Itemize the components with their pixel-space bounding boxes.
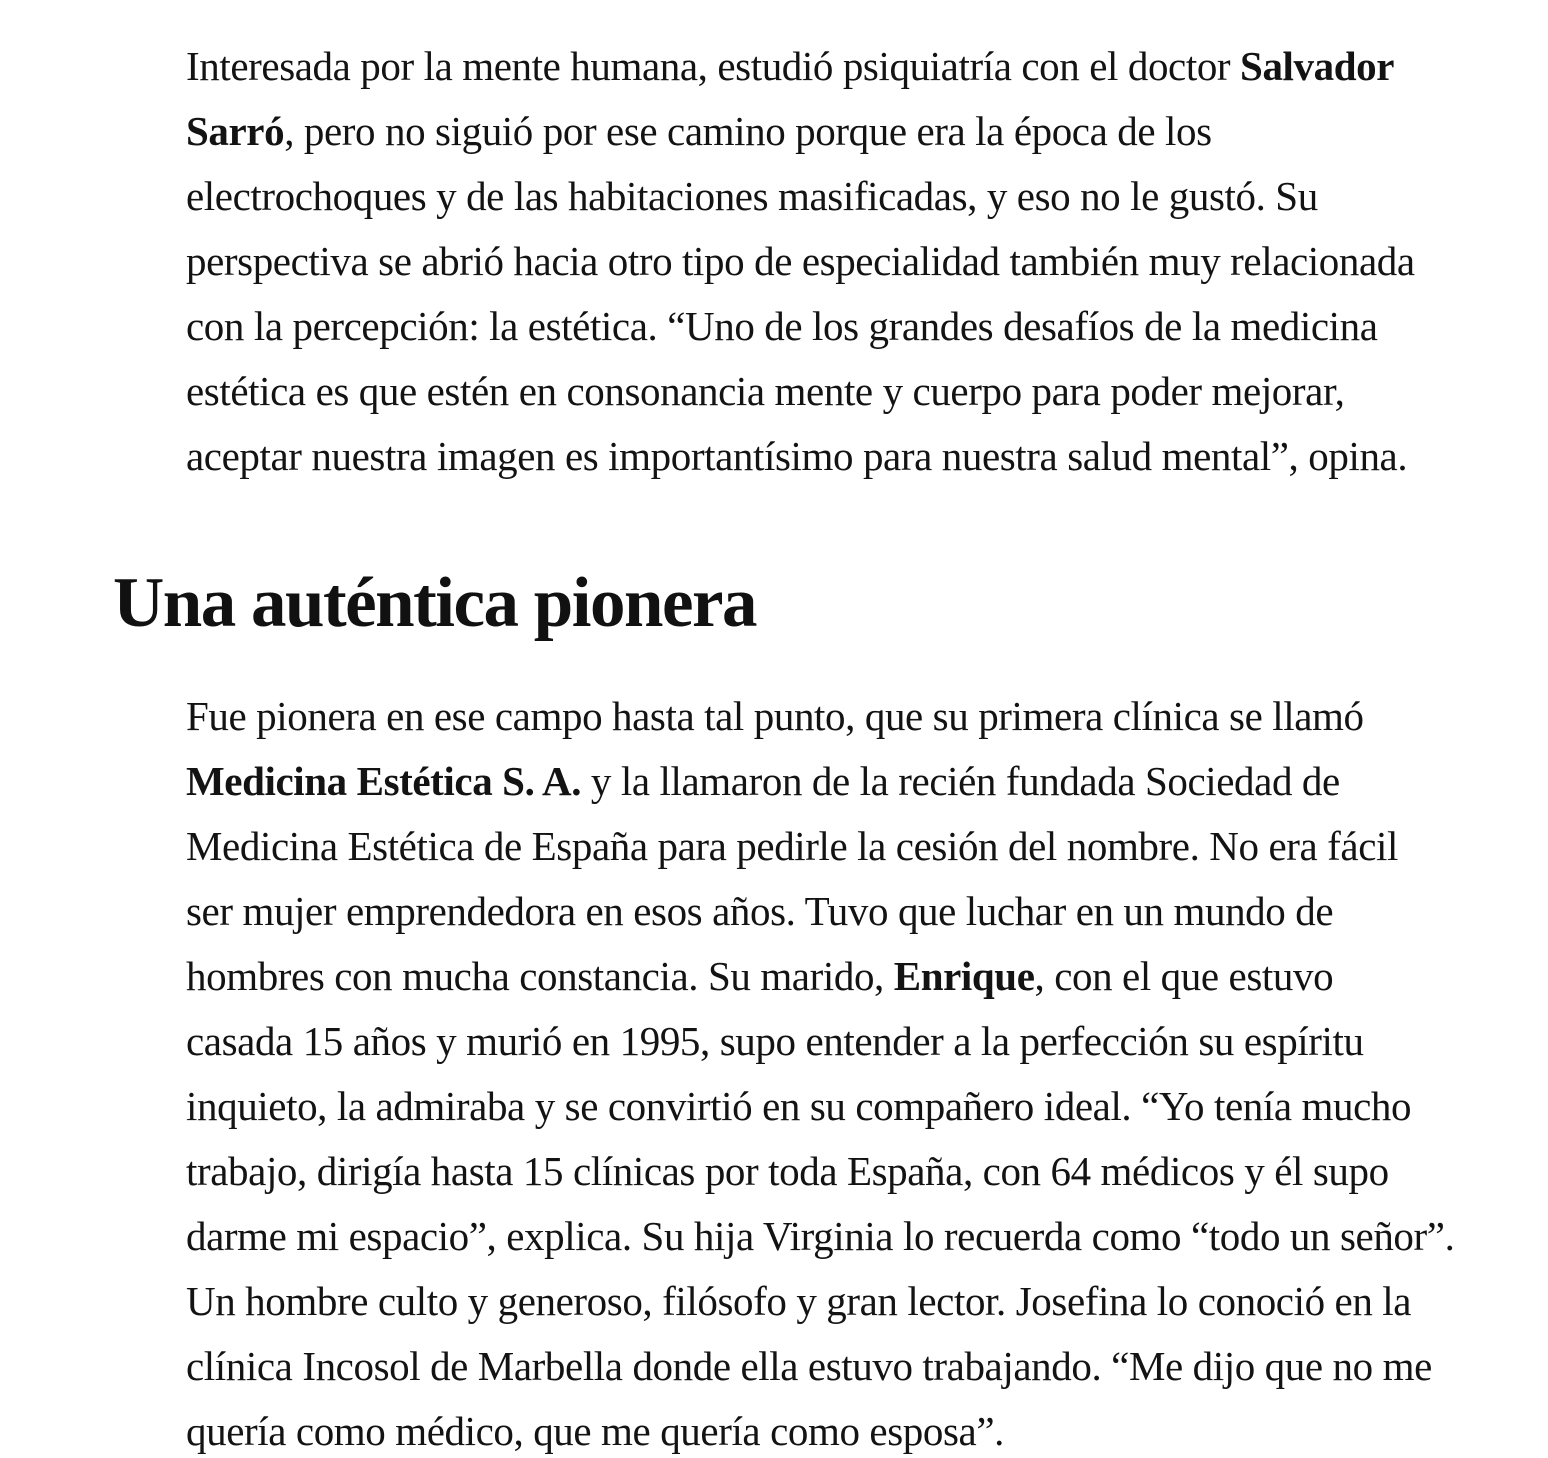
text-line: Interesada por la mente humana, estudió psiquiatría con el doctor Salvador bbox=[186, 43, 1395, 89]
text-line: inquieto, la admiraba y se convirtió en su compañero ideal. “Yo tenía mucho bbox=[186, 1083, 1412, 1129]
text-line: perspectiva se abrió hacia otro tipo de especialidad también muy relacionada bbox=[186, 238, 1415, 284]
text-line: hombres con mucha constancia. Su marido, Enrique, con el que estuvo bbox=[186, 953, 1334, 999]
text-line: ser mujer emprendedora en esos años. Tuvo que luchar en un mundo de bbox=[186, 888, 1334, 934]
text-line: Un hombre culto y generoso, filósofo y gran lector. Josefina lo conoció en la bbox=[186, 1278, 1412, 1324]
text-line: Medicina Estética S. A. y la llamaron de la recién fundada Sociedad de bbox=[186, 758, 1340, 804]
text-line: Medicina Estética de España para pedirle la cesión del nombre. No era fácil bbox=[186, 823, 1398, 869]
text-line: con la percepción: la estética. “Uno de los grandes desafíos de la medicina bbox=[186, 303, 1378, 349]
text-line: aceptar nuestra imagen es importantísimo para nuestra salud mental”, opina. bbox=[186, 433, 1408, 479]
text-line: Sarró, pero no siguió por ese camino porque era la época de los bbox=[186, 108, 1212, 154]
intro-paragraph bbox=[186, 34, 1508, 489]
section-heading: Una auténtica pionera bbox=[113, 564, 756, 642]
text-line: Fue pionera en ese campo hasta tal punto, que su primera clínica se llamó bbox=[186, 693, 1364, 739]
text-line: darme mi espacio”, explica. Su hija Virginia lo recuerda como “todo un señor”. bbox=[186, 1213, 1455, 1259]
text-line: casada 15 años y murió en 1995, supo entender a la perfección su espíritu bbox=[186, 1018, 1364, 1064]
text-line: quería como médico, que me quería como esposa”. bbox=[186, 1408, 1004, 1454]
text-line: electrochoques y de las habitaciones masificadas, y eso no le gustó. Su bbox=[186, 173, 1318, 219]
text-line: trabajo, dirigía hasta 15 clínicas por toda España, con 64 médicos y él supo bbox=[186, 1148, 1389, 1194]
pioneer-paragraph bbox=[186, 684, 1508, 1458]
text-line: clínica Incosol de Marbella donde ella estuvo trabajando. “Me dijo que no me bbox=[186, 1343, 1432, 1389]
text-line: estética es que estén en consonancia mente y cuerpo para poder mejorar, bbox=[186, 368, 1345, 414]
